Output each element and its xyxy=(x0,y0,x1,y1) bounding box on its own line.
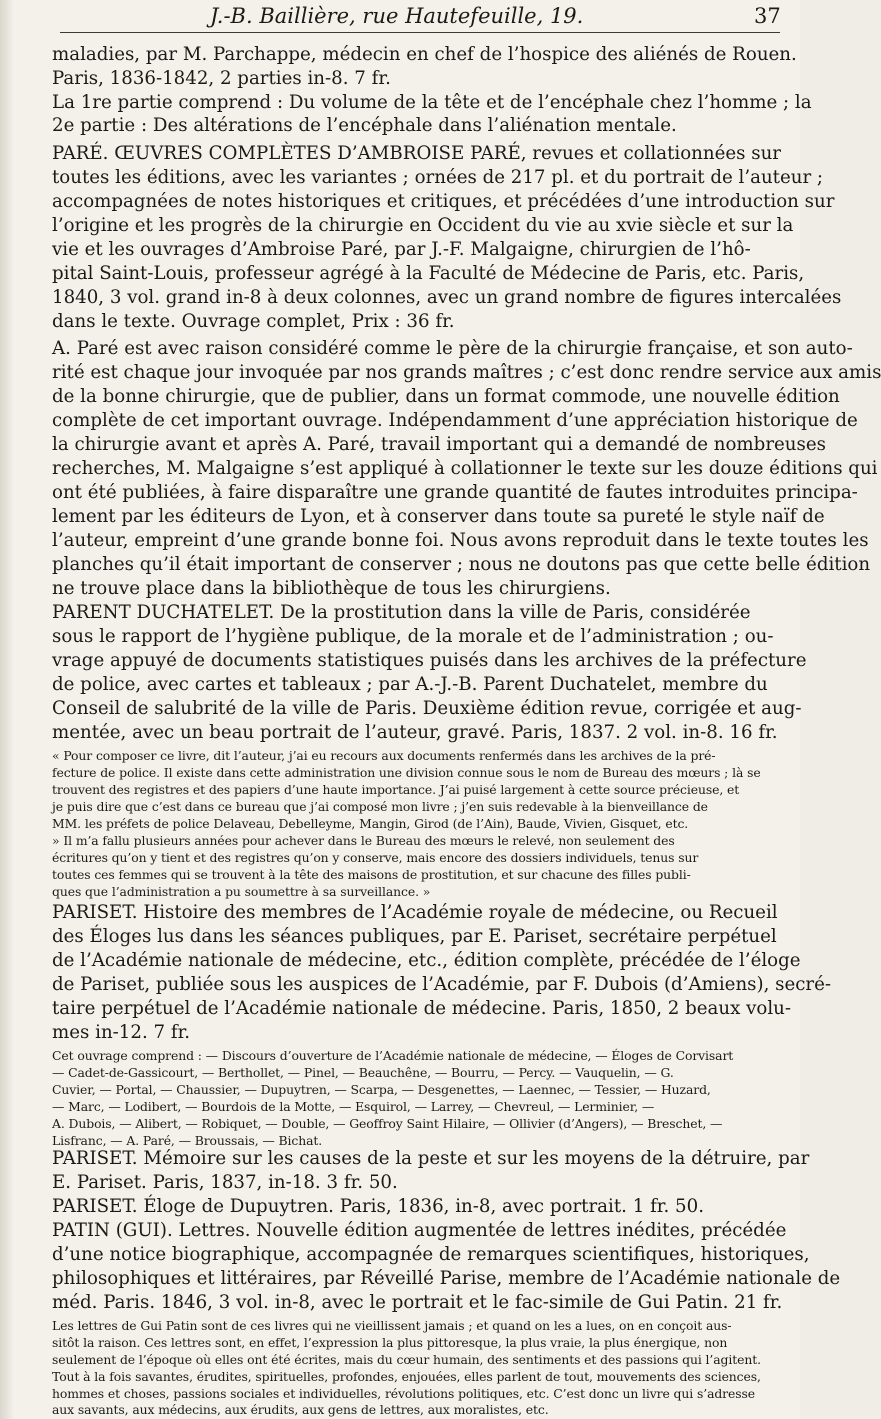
note-line: ques que l’administration a pu soumettre à sa surveillance. » xyxy=(52,884,431,899)
text-line: PARÉ. ŒUVRES COMPLÈTES D’AMBROISE PARÉ, revues et collationnées sur xyxy=(52,143,781,164)
text-line: philosophiques et littéraires, par Réveillé Parise, membre de l’Académie nationale de xyxy=(52,1268,841,1289)
note-line: A. Dubois, — Alibert, — Robiquet, — Double, — Geoffroy Saint Hilaire, — Ollivier (d’Angers), — Breschet, — xyxy=(52,1116,723,1131)
note-line: seulement de l’époque où elles ont été écrites, mais du cœur humain, des sentiments et des passions qui l’agitent. xyxy=(52,1352,761,1367)
text-line: PATIN (GUI). Lettres. Nouvelle édition augmentée de lettres inédites, précédée xyxy=(52,1220,787,1241)
text-line: sous le rapport de l’hygiène publique, de la morale et de l’administration ; ou- xyxy=(52,626,774,647)
note-line: « Pour composer ce livre, dit l’auteur, j’ai eu recours aux documents renfermés dans les archives de la pré- xyxy=(52,748,716,763)
text-line: rité est chaque jour invoquée par nos grands maîtres ; c’est donc rendre service aux amis xyxy=(52,362,881,383)
note-line: toutes ces femmes qui se trouvent à la tête des maisons de prostitution, et sur chacune des filles publi- xyxy=(52,867,691,882)
text-line: taire perpétuel de l’Académie nationale de médecine. Paris, 1850, 2 beaux volu- xyxy=(52,998,792,1019)
text-line: dans le texte. Ouvrage complet, Prix : 36 fr. xyxy=(52,311,455,332)
note-line: aux savants, aux médecins, aux érudits, aux gens de lettres, aux moralistes, etc. xyxy=(52,1402,549,1417)
note-line: Cet ouvrage comprend : — Discours d’ouverture de l’Académie nationale de médecine, — Éloges de Corvisart xyxy=(52,1048,734,1063)
text-line: ne trouve place dans la bibliothèque de tous les chirurgiens. xyxy=(52,578,611,599)
text-line: pital Saint-Louis, professeur agrégé à la Faculté de Médecine de Paris, etc. Paris, xyxy=(52,263,805,284)
text-line: Conseil de salubrité de la ville de Paris. Deuxième édition revue, corrigée et aug- xyxy=(52,698,802,719)
text-line: Paris, 1836-1842, 2 parties in-8. 7 fr. xyxy=(52,68,391,89)
note-line: MM. les préfets de police Delaveau, Debelleyme, Mangin, Girod (de l’Ain), Baude, Vivien, Gisquet, etc. xyxy=(52,816,689,831)
text-line: ont été publiées, à faire disparaître une grande quantité de fautes introduites principa- xyxy=(52,482,858,503)
text-line: de la bonne chirurgie, que de publier, dans un format commode, une nouvelle édition xyxy=(52,386,840,407)
text-line: mentée, avec un beau portrait de l’auteur, gravé. Paris, 1837. 2 vol. in-8. 16 fr. xyxy=(52,722,778,743)
text-line: complète de cet important ouvrage. Indépendamment d’une appréciation historique de xyxy=(52,410,858,431)
text-line: maladies, par M. Parchappe, médecin en chef de l’hospice des aliénés de Rouen. xyxy=(52,44,797,65)
note-line: écritures qu’on y tient et des registres qu’on y conserve, mais encore des dossiers individuels, tenus sur xyxy=(52,850,699,865)
text-line: vie et les ouvrages d’Ambroise Paré, par J.-F. Malgaigne, chirurgien de l’hô- xyxy=(52,239,751,260)
text-line: PARENT DUCHATELET. De la prostitution dans la ville de Paris, considérée xyxy=(52,602,751,623)
text-line: A. Paré est avec raison considéré comme le père de la chirurgie française, et son auto- xyxy=(52,338,853,359)
note-line: Cuvier, — Portal, — Chaussier, — Dupuytren, — Scarpa, — Desgenettes, — Laennec, — Tessier, — Huzard, xyxy=(52,1082,711,1097)
text-line: de Pariset, publiée sous les auspices de l’Académie, par F. Dubois (d’Amiens), secré- xyxy=(52,974,832,995)
text-line: méd. Paris. 1846, 3 vol. in-8, avec le portrait et le fac-simile de Gui Patin. 21 fr. xyxy=(52,1292,783,1313)
text-line: l’auteur, empreint d’une grande bonne foi. Nous avons reproduit dans le texte toutes les xyxy=(52,530,869,551)
header-rule xyxy=(60,32,780,33)
note-line: trouvent des registres et des papiers d’une haute importance. J’ai puisé largement à cette source précieuse, et xyxy=(52,782,740,797)
text-line: des Éloges lus dans les séances publiques, par E. Pariset, secrétaire perpétuel xyxy=(52,926,777,947)
text-line: recherches, M. Malgaigne s’est appliqué à collationner le texte sur les douze éditions qui xyxy=(52,458,878,479)
text-line: PARISET. Histoire des membres de l’Académie royale de médecine, ou Recueil xyxy=(52,902,778,923)
note-line: fecture de police. Il existe dans cette administration une division connue sous le nom de Bureau des mœurs ; là se xyxy=(52,765,761,780)
text-line: planches qu’il était important de conserver ; nous ne doutons pas que cette belle édition xyxy=(52,554,871,575)
text-line: La 1re partie comprend : Du volume de la tête et de l’encéphale chez l’homme ; la xyxy=(52,92,812,113)
note-line: » Il m’a fallu plusieurs années pour achever dans le Bureau des mœurs le relevé, non seulement des xyxy=(52,833,675,848)
note-line: hommes et choses, passions sociales et individuelles, révolutions politiques, etc. C’est donc un livre qui s’adresse xyxy=(52,1386,755,1401)
text-line: de l’Académie nationale de médecine, etc., édition complète, précédée de l’éloge xyxy=(52,950,801,971)
page-gutter-shadow xyxy=(0,0,14,1419)
note-line: je puis dire que c’est dans ce bureau que j’ai composé mon livre ; j’en suis redevable à la bienveillance de xyxy=(52,799,708,814)
note-line: Tout à la fois savantes, érudites, spirituelles, profondes, enjouées, elles parlent de tout, mouvements des sciences, xyxy=(52,1369,761,1384)
text-line: E. Pariset. Paris, 1837, in-18. 3 fr. 50. xyxy=(52,1172,398,1193)
page-number: 37 xyxy=(754,4,781,28)
note-line: Lisfranc, — A. Paré, — Broussais, — Bichat. xyxy=(52,1133,323,1148)
note-line: — Marc, — Lodibert, — Bourdois de la Motte, — Esquirol, — Larrey, — Chevreul, — Lerminier, — xyxy=(52,1099,655,1114)
text-line: 2e partie : Des altérations de l’encéphale dans l’aliénation mentale. xyxy=(52,115,677,136)
text-line: PARISET. Éloge de Dupuytren. Paris, 1836, in-8, avec portrait. 1 fr. 50. xyxy=(52,1196,704,1217)
note-line: — Cadet-de-Gassicourt, — Berthollet, — Pinel, — Beauchêne, — Bourru, — Percy. — Vauquelin, — G. xyxy=(52,1065,674,1080)
text-line: d’une notice biographique, accompagnée de remarques scientifiques, historiques, xyxy=(52,1244,810,1265)
text-line: de police, avec cartes et tableaux ; par A.-J.-B. Parent Duchatelet, membre du xyxy=(52,674,768,695)
running-head: J.-B. Baillière, rue Hautefeuille, 19. xyxy=(210,4,584,28)
text-line: accompagnées de notes historiques et critiques, et précédées d’une introduction sur xyxy=(52,191,835,212)
text-line: 1840, 3 vol. grand in-8 à deux colonnes, avec un grand nombre de figures intercalées xyxy=(52,287,842,308)
text-line: vrage appuyé de documents statistiques puisés dans les archives de la préfecture xyxy=(52,650,807,671)
text-line: la chirurgie avant et après A. Paré, travail important qui a demandé de nombreuses xyxy=(52,434,826,455)
text-line: PARISET. Mémoire sur les causes de la peste et sur les moyens de la détruire, par xyxy=(52,1148,810,1169)
text-line: l’origine et les progrès de la chirurgie en Occident du vie au xvie siècle et sur la xyxy=(52,215,794,236)
text-line: lement par les éditeurs de Lyon, et à conserver dans toute sa pureté le style naïf de xyxy=(52,506,825,527)
note-line: sitôt la raison. Ces lettres sont, en effet, l’expression la plus pittoresque, la plus vraie, la plus énergique, non xyxy=(52,1335,728,1350)
text-line: toutes les éditions, avec les variantes ; ornées de 217 pl. et du portrait de l’auteur ; xyxy=(52,167,824,188)
note-line: Les lettres de Gui Patin sont de ces livres qui ne vieillissent jamais ; et quand on les a lues, on en conçoit aus- xyxy=(52,1318,732,1333)
text-line: mes in-12. 7 fr. xyxy=(52,1022,191,1043)
